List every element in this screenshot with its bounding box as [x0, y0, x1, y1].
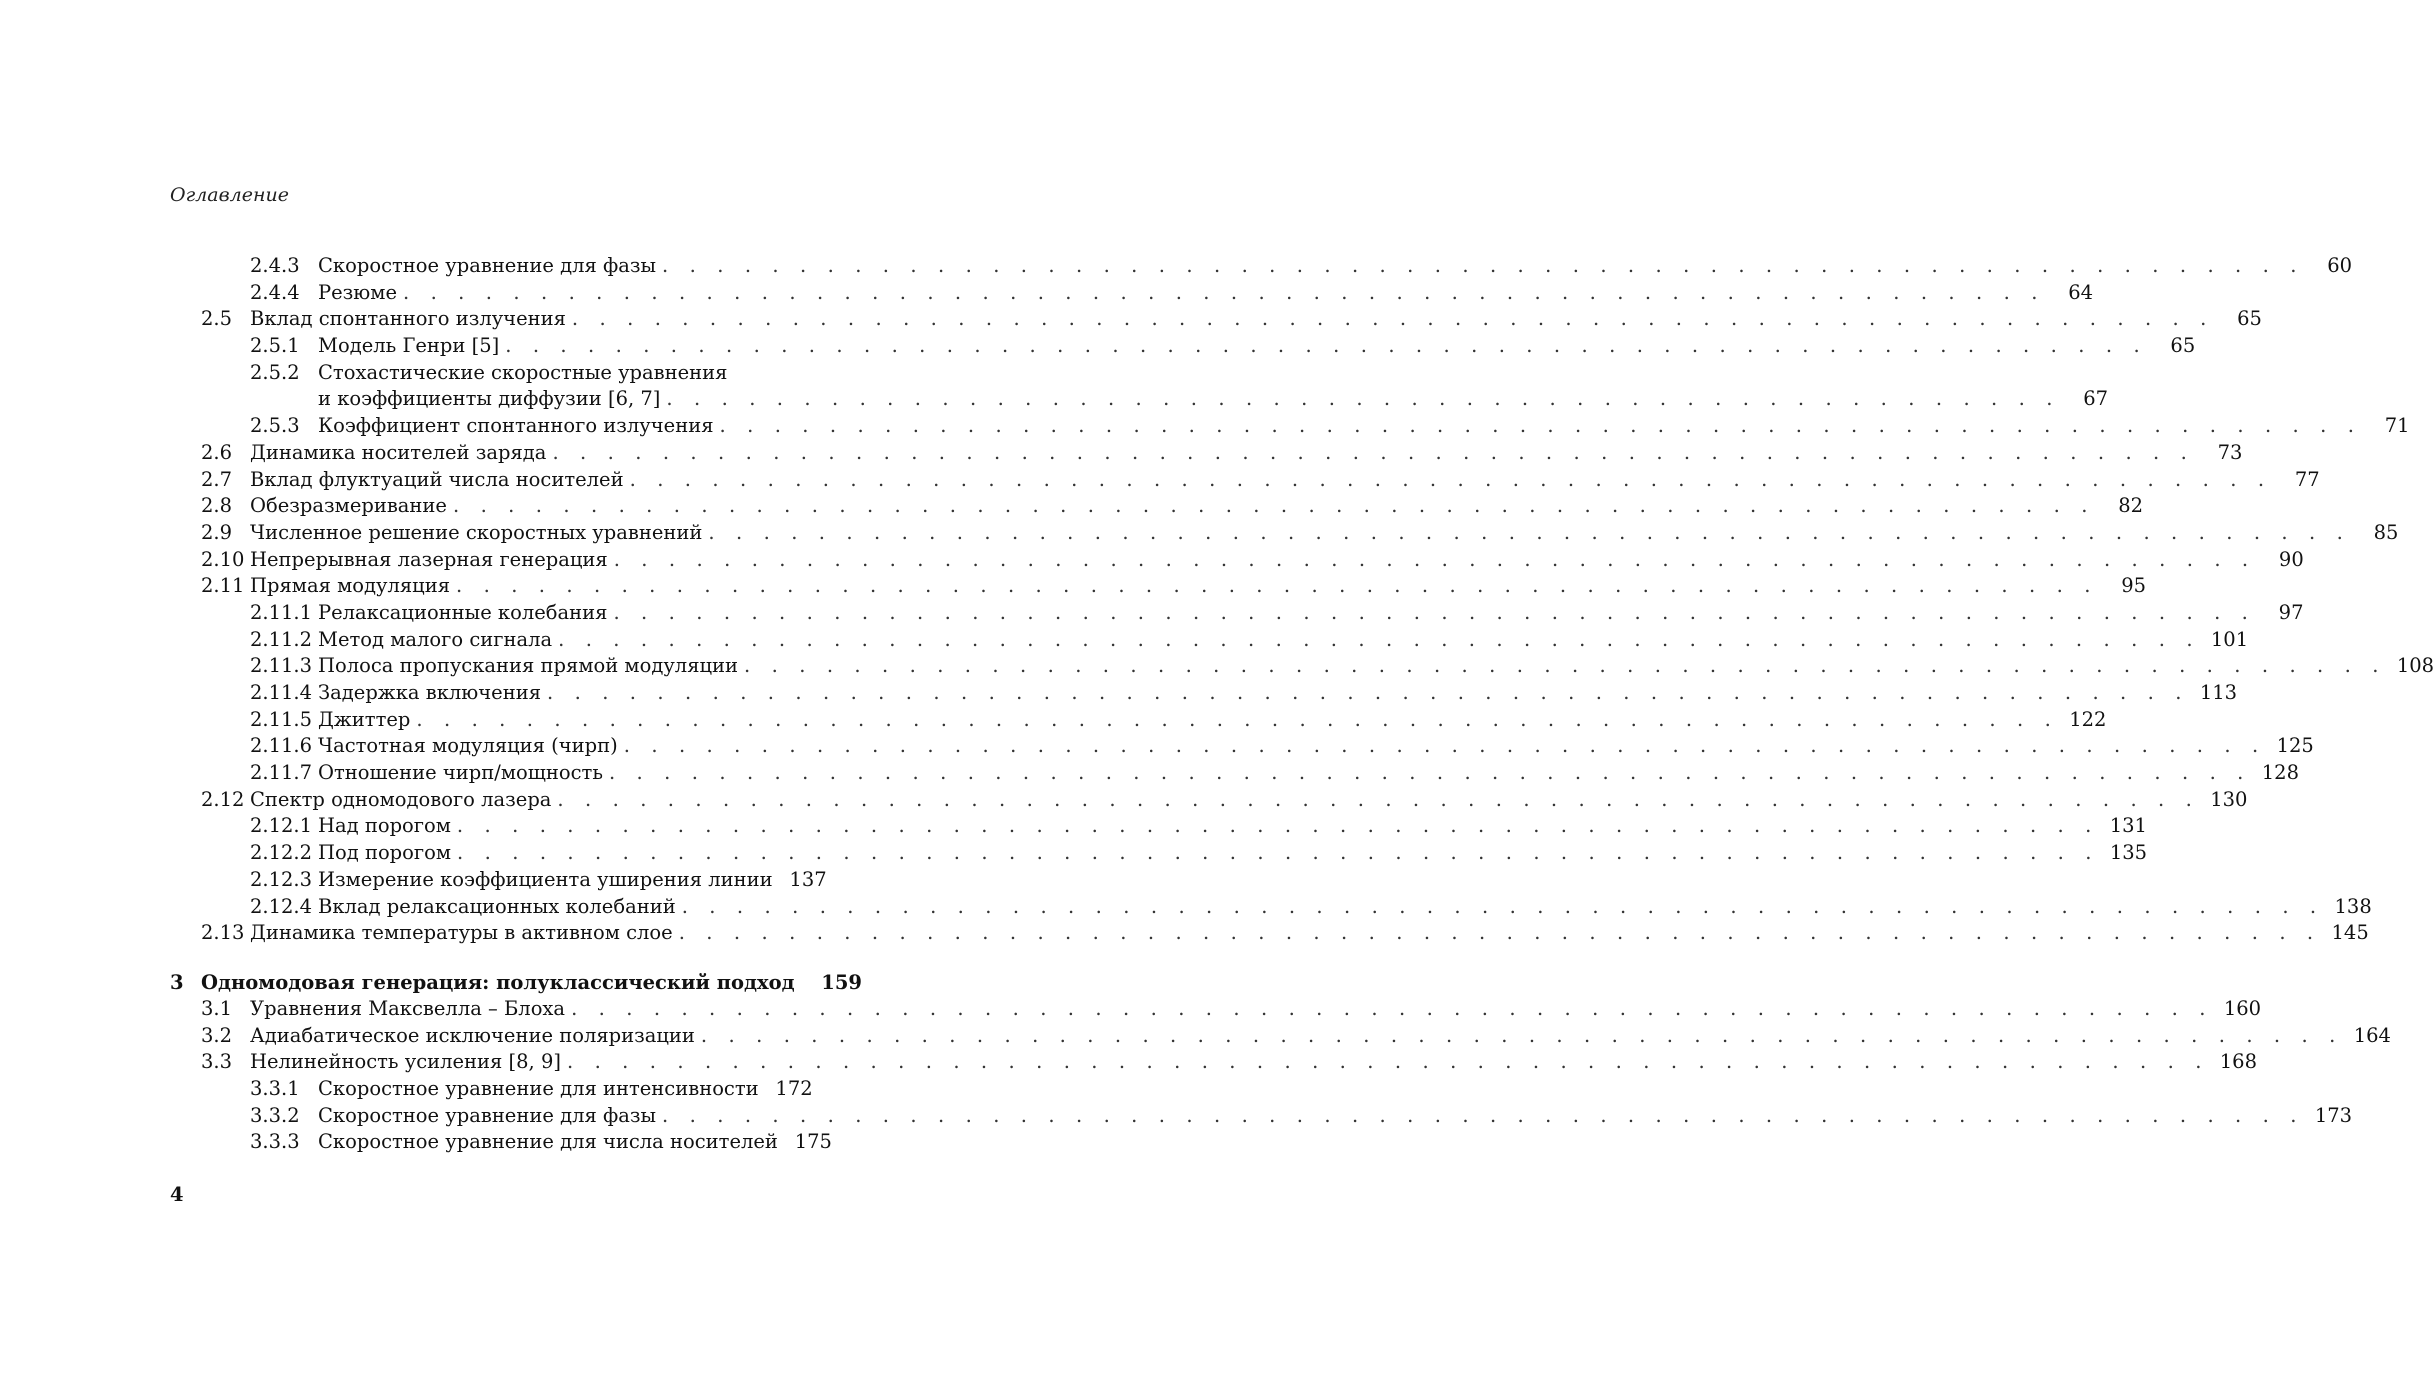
toc-entry[interactable] [0, 1103, 2353, 1130]
toc-entry-number: 2.4.4 [250, 280, 300, 304]
toc-entry[interactable] [0, 333, 2196, 360]
toc-entry[interactable] [0, 920, 2369, 947]
toc-entry-number: 2.5.3 [250, 414, 300, 438]
toc-entry-title: Модель Генри [5] [318, 333, 505, 360]
toc-leader-dots: . . . . . . . . . . . . . . . . . . . . . . . . . . . . . . . . . . . . . . . . . . . . . . . . . . . . . . . . . . . . [571, 996, 2214, 1020]
toc-entry-number: 2.11.5 [250, 707, 313, 731]
toc-entry[interactable] [0, 1023, 2391, 1050]
toc-leader-dots: . . . . . . . . . . . . . . . . . . . . . . . . . . . . . . . . . . . . . . . . . . . . . . . . . . . . . . . . . . . . [744, 654, 2387, 678]
toc-entry-title: Динамика температуры в активном слое [250, 920, 679, 947]
toc-entry-page: 135 [2109, 841, 2148, 865]
toc-leader-dots: . . . . . . . . . . . . . . . . . . . . . . . . . . . . . . . . . . . . . . . . . . . . . . . . . . . . . . . . . . . . [613, 547, 2256, 571]
toc-entry-title: Вклад спонтанного излучения [250, 306, 572, 333]
toc-entry-title: Над порогом [318, 813, 457, 840]
toc-entry-title: Коэффициент спонтанного излучения [318, 413, 720, 440]
toc-leader-dots: . . . . . . . . . . . . . . . . . . . . . . . . . . . . . . . . . . . . . . . . . . . . . . . . . . . . . . . . . . . . [700, 1023, 2343, 1047]
toc-entry[interactable] [0, 653, 2434, 680]
toc-entry-page: 82 [2118, 494, 2144, 518]
toc-entry-page: 168 [2219, 1050, 2257, 1074]
toc-entry-multiline[interactable] [0, 360, 2109, 413]
toc-entry-page: 97 [2278, 600, 2304, 624]
toc-entry-number: 2.8 [201, 494, 233, 518]
toc-entry[interactable] [0, 253, 2353, 280]
toc-leader-dots: . . . . . . . . . . . . . . . . . . . . . . . . . . . . . . . . . . . . . . . . . . . . . . . . . . . . . . . . . . . . [681, 894, 2324, 918]
toc-leader-dots: . . . . . . . . . . . . . . . . . . . . . . . . . . . . . . . . . . . . . . . . . . . . . . . . . . . [666, 387, 2061, 411]
toc-entry[interactable] [0, 787, 2248, 814]
toc-entry-page: 85 [2373, 520, 2399, 544]
toc-leader-dots: . . . . . . . . . . . . . . . . . . . . . . . . . . . . . . . . . . . . . . . . . . . . . . . . . . . . . . . . . . . . [552, 440, 2195, 464]
toc-leader-dots: . . . . . . . . . . . . . . . . . . . . . . . . . . . . . . . . . . . . . . . . . . . . . . . . . . . . . . . . . . . . [571, 307, 2214, 331]
toc-group-b [0, 413, 2434, 947]
toc-entry[interactable] [0, 573, 2147, 600]
toc-entry[interactable] [0, 493, 2144, 520]
toc-entry-page: 108 [2396, 654, 2434, 678]
toc-entry-number: 3.3.2 [250, 1103, 300, 1127]
toc-entry[interactable] [0, 733, 2314, 760]
toc-entry[interactable] [0, 467, 2320, 494]
toc-entry-title: Скоростное уравнение для фазы [318, 1103, 662, 1130]
toc-entry-title: Джиттер [318, 707, 416, 734]
toc-leader-dots: . . . . . . . . . . . . . . . . . . . . . . . . . . . . . . . . . . . . . . . . . . . . . . . . . . . . . . . . . . . . [456, 574, 2099, 598]
toc-entry[interactable] [0, 627, 2249, 654]
toc-entry-number: 2.11.4 [250, 681, 313, 705]
toc-entry-title: Скоростное уравнение для фазы [318, 253, 662, 280]
toc-entry-title: Нелинейность усиления [8, 9] [250, 1049, 567, 1076]
toc-entry-number: 2.12.3 [250, 867, 313, 891]
toc-entry-page: 173 [2314, 1103, 2353, 1127]
toc-entry[interactable] [0, 280, 2094, 307]
toc-leader-dots: . . . . . . . . . . . . . . . . . . . . . . . . . . . . . . . . . . . . . . . . . . . . . . . . . . . . . . . . . . . . [547, 681, 2190, 705]
toc-entry-page: 65 [2237, 307, 2262, 331]
toc-entry-title: Задержка включения [318, 680, 547, 707]
toc-entry-number: 2.7 [201, 467, 233, 491]
toc-entry-number: 2.11.3 [250, 654, 313, 678]
toc-entry-title: Вклад флуктуаций числа носителей [250, 467, 630, 494]
toc-entry-number: 3.1 [201, 996, 233, 1020]
toc-entry-number: 2.5.2 [250, 360, 300, 384]
toc-entry-page: 172 [775, 1076, 813, 1100]
toc-entry-number: 2.4.3 [250, 254, 300, 277]
toc-entry-title-line2: и коэффициенты диффузии [6, 7] [318, 386, 666, 413]
toc-leader-dots: . . . . . . . . . . . . . . . . . . . . . . . . . . . . . . . . . . . . . . . . . . . . . . . . . . . . . . . . . . . . [505, 334, 2148, 358]
toc-entry-page: 145 [2331, 921, 2369, 945]
toc-entry-title: Скоростное уравнение для интенсивности [318, 1076, 765, 1103]
toc-leader-dots: . . . . . . . . . . . . . . . . . . . . . . . . . . . . . . . . . . . . . . . . . . . . . . . . . . . . . . . . . . . . [457, 841, 2100, 865]
toc-entry-number: 2.11.2 [250, 627, 313, 651]
toc-leader-dots: . . . . . . . . . . . . . . . . . . . . . . . . . . . . . . . . . . . . . . . . . . . . . . . . . . . . . . . . . . . . [456, 814, 2099, 838]
toc-entry[interactable] [0, 306, 2262, 333]
toc-entry-page: 164 [2353, 1023, 2391, 1047]
toc-entry-number: 2.11.6 [250, 734, 313, 758]
toc-entry-page: 137 [789, 867, 827, 891]
toc-leader-dots: . . . . . . . . . . . . . . . . . . . . . . . . . . . . . . . . . . . . . . . . . . . . . . . . . . . . . . . . . . . . [719, 414, 2362, 438]
toc-entry-page: 113 [2199, 681, 2238, 705]
toc-entry-page: 128 [2261, 761, 2299, 785]
toc-entry-title: Под порогом [318, 840, 457, 867]
toc-entry-title: Непрерывная лазерная генерация [250, 547, 614, 574]
toc-entry[interactable] [0, 1049, 2257, 1076]
toc-entry-title: Спектр одномодового лазера [250, 787, 557, 814]
toc-entry-page: 131 [2109, 814, 2147, 838]
chapter-page: 159 [821, 970, 862, 994]
toc-leader-dots: . . . . . . . . . . . . . . . . . . . . . . . . . . . . . . . . . . . . . . . . . . . . . . . . . . . . . . . . . . . . [662, 1103, 2305, 1127]
toc-entry[interactable] [0, 1129, 978, 1156]
toc-leader-dots: . . . . . . . . . . . . . . . . . . . . . . . . . . . . . . . . . . . . . . . . . . . . . . . . . . . . . . . . . . . . [708, 520, 2351, 544]
toc-entry-title: Обезразмеривание [250, 493, 453, 520]
toc-entry-number: 3.3.1 [250, 1076, 300, 1100]
toc-entry-page: 95 [2121, 574, 2147, 598]
toc-entry-page: 125 [2276, 734, 2314, 758]
toc-entry-title-line1: Стохастические скоростные уравнения [318, 360, 733, 387]
toc-entry-title: Частотная модуляция (чирп) [318, 733, 624, 760]
toc-leader-dots: . . . . . . . . . . . . . . . . . . . . . . . . . . . . . . . . . . . . . . . . . . . . . . . . . . . . . . . . . . . . [557, 787, 2200, 811]
running-header: Оглавление [170, 184, 290, 206]
toc-entry[interactable] [0, 707, 2107, 734]
toc-leader-dots: . . . . . . . . . . . . . . . . . . . . . . . . . . . . . . . . . . . . . . . . . . . . . . . . . . . . . . . . . . . . [613, 600, 2256, 624]
toc-entry-page: 65 [2170, 334, 2196, 358]
toc-group-c [0, 996, 2391, 1156]
toc-entry-number: 2.9 [201, 520, 233, 544]
toc-entry-number: 2.6 [201, 440, 233, 464]
toc-entry-number: 2.12.2 [250, 841, 313, 865]
toc-leader-dots: . . . . . . . . . . . . . . . . . . . . . . . . . . . . . . . . . . . . . . . . . . . . . . . . . . . . . . . . . . . . [662, 254, 2305, 277]
toc-entry-page: 138 [2334, 894, 2372, 918]
toc-entry-number: 3.3 [201, 1050, 233, 1074]
toc-entry-number: 2.11 [201, 574, 245, 598]
toc-entry[interactable] [0, 520, 2399, 547]
toc-entry[interactable] [0, 547, 2304, 574]
toc-entry[interactable] [0, 894, 2372, 921]
toc-entry-title: Уравнения Максвелла – Блоха [250, 996, 571, 1023]
toc-entry-title: Метод малого сигнала [318, 627, 558, 654]
toc-entry-title: Вклад релаксационных колебаний [318, 894, 682, 921]
toc-entry[interactable] [0, 813, 2147, 840]
toc-leader-dots: . . . . . . . . . . . . . . . . . . . . . . . . . . . . . . . . . . . . . . . . . . . . . . . . . . . . . . . . . . . . [402, 280, 2046, 304]
toc-entry-title: Адиабатическое исключение поляризации [250, 1023, 701, 1050]
toc-leader-dots: . . . . . . . . . . . . . . . . . . . . . . . . . . . . . . . . . . . . . . . . . . . . . . . . . . . . . . . . . . . . [678, 921, 2321, 945]
toc-entry-number: 3.2 [201, 1023, 233, 1047]
toc-entry-number: 3.3.3 [250, 1130, 300, 1154]
toc-entry-page: 64 [2068, 280, 2094, 304]
toc-chapter[interactable] [0, 969, 978, 996]
toc-entry-page: 71 [2384, 414, 2410, 438]
toc-entry-page: 101 [2210, 627, 2249, 651]
toc-leader-dots: . . . . . . . . . . . . . . . . . . . . . . . . . . . . . . . . . . . . . . . . . . . . . . . . . . . . . . . . . . . . [452, 494, 2096, 518]
toc-entry[interactable] [0, 996, 2262, 1023]
toc-entry-number: 2.11.7 [250, 761, 313, 785]
toc-entry-page: 77 [2294, 467, 2320, 491]
toc-entry[interactable] [0, 680, 2238, 707]
toc-entry[interactable] [0, 1076, 978, 1103]
table-of-contents [0, 253, 2434, 1156]
toc-entry-number: 2.12 [201, 787, 245, 811]
toc-entry-title: Полоса пропускания прямой модуляции [318, 653, 744, 680]
toc-leader-dots: . . . . . . . . . . . . . . . . . . . . . . . . . . . . . . . . . . . . . . . . . . . . . . . . . . . . . . . . . . . . [566, 1050, 2209, 1074]
toc-entry-title: Резюме [318, 280, 403, 307]
toc-entry-number: 2.5.1 [250, 334, 300, 358]
toc-entry[interactable] [0, 600, 2304, 627]
toc-entry-number: 2.11.1 [250, 600, 313, 624]
toc-entry-page: 122 [2069, 707, 2107, 731]
toc-entry-page: 73 [2217, 440, 2243, 464]
page-number: 4 [170, 1183, 184, 1206]
toc-entry-number: 2.10 [201, 547, 245, 571]
toc-entry-page: 67 [2083, 387, 2109, 411]
toc-group-a [0, 253, 2353, 360]
toc-entry-page: 175 [794, 1130, 832, 1154]
toc-entry[interactable] [0, 760, 2299, 787]
toc-entry-page: 60 [2327, 254, 2353, 277]
toc-entry-number: 2.5 [201, 307, 233, 331]
toc-entry-title: Отношение чирп/мощность [318, 760, 609, 787]
toc-leader-dots: . . . . . . . . . . . . . . . . . . . . . . . . . . . . . . . . . . . . . . . . . . . . . . . . . . . . . . . . . . . . [629, 467, 2272, 491]
toc-entry-title: Численное решение скоростных уравнений [250, 520, 708, 547]
toc-leader-dots: . . . . . . . . . . . . . . . . . . . . . . . . . . . . . . . . . . . . . . . . . . . . . . . . . . . . . . . . . . . . [416, 707, 2059, 731]
toc-entry-title: Динамика носителей заряда [250, 440, 552, 467]
toc-entry-page: 90 [2278, 547, 2304, 571]
toc-entry-number: 2.12.1 [250, 814, 313, 838]
chapter-number: 3 [170, 970, 184, 994]
toc-entry[interactable] [0, 440, 2243, 467]
toc-entry[interactable] [0, 867, 978, 894]
chapter-title: Одномодовая генерация: полуклассический подход [201, 970, 795, 994]
toc-entry-title: Скоростное уравнение для числа носителей [318, 1129, 784, 1156]
toc-entry-number: 2.12.4 [250, 894, 313, 918]
toc-leader-dots: . . . . . . . . . . . . . . . . . . . . . . . . . . . . . . . . . . . . . . . . . . . . . . . . . . . . . . . . . . . . [608, 761, 2251, 785]
toc-entry-page: 130 [2210, 787, 2248, 811]
toc-leader-dots: . . . . . . . . . . . . . . . . . . . . . . . . . . . . . . . . . . . . . . . . . . . . . . . . . . . . . . . . . . . . [623, 734, 2266, 758]
toc-entry[interactable] [0, 840, 2148, 867]
toc-entry-title: Релаксационные колебания [318, 600, 613, 627]
toc-entry-page: 160 [2223, 996, 2262, 1020]
toc-entry-number: 2.13 [201, 921, 245, 945]
toc-entry-title: Измерение коэффициента уширения линии [318, 867, 779, 894]
toc-entry-title: Прямая модуляция [250, 573, 456, 600]
toc-leader-dots: . . . . . . . . . . . . . . . . . . . . . . . . . . . . . . . . . . . . . . . . . . . . . . . . . . . . . . . . . . . . [558, 627, 2201, 651]
toc-entry[interactable] [0, 413, 2410, 440]
